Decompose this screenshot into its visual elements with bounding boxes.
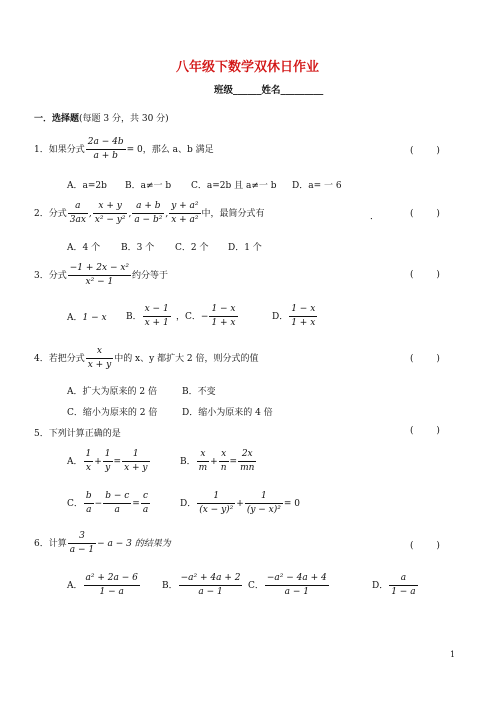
section-note: (每题 3 分，共 30 分) — [79, 114, 169, 124]
section-heading — [34, 111, 169, 124]
q5-a-label: A． — [67, 457, 83, 467]
q5-answer-paren[interactable]: ( ) — [410, 426, 440, 436]
q5-d-f2-den: (y − x)² — [246, 505, 281, 515]
q2-f4-den: x + a² — [171, 215, 199, 225]
q5-c-op: − — [94, 499, 103, 509]
q5-c-f2-den: a — [114, 505, 120, 515]
q1-option-a[interactable]: A．a=2b — [67, 181, 107, 191]
q5-c-eq: = — [132, 499, 140, 509]
q6-d-fraction — [389, 572, 417, 599]
q5-b-f2-num: x — [219, 448, 229, 462]
q1-frac-numerator: 2a − 4b — [86, 136, 126, 150]
q4-number: 4． — [34, 354, 49, 364]
q2-number: 2． — [34, 209, 49, 219]
q6-a-num: a² + 2a − 6 — [84, 572, 140, 586]
q2-option-d[interactable]: D．1 个 — [228, 243, 262, 253]
q4-frac-numerator: x — [86, 345, 113, 359]
q3-option-a[interactable] — [67, 310, 107, 323]
q4-post: 中的 x、y 都扩大 2 倍，则分式的值 — [114, 354, 259, 364]
q2-fraction-3 — [132, 200, 164, 227]
q6-option-a[interactable] — [67, 572, 141, 599]
q3-c-den: 1 + x — [211, 318, 236, 328]
q3-frac-denominator: x² − 1 — [85, 277, 114, 287]
q6-pre: 计算 — [48, 539, 67, 549]
q5-d-f1 — [197, 490, 235, 517]
q3-option-c[interactable] — [176, 303, 239, 330]
q2-fraction-2 — [93, 200, 128, 227]
q5-d-op: + — [236, 499, 244, 509]
q1-frac-denominator: a + b — [93, 151, 118, 161]
q3-fraction — [68, 262, 131, 289]
q3-d-label: D． — [272, 312, 289, 322]
q3-option-d[interactable] — [272, 303, 318, 330]
q5-a-op: + — [94, 457, 102, 467]
q2-f4-num: y + a² — [169, 200, 200, 214]
q5-d-f1-num: 1 — [197, 490, 235, 504]
q3-b-fraction — [143, 303, 171, 330]
q5-b-label: B． — [180, 457, 196, 467]
q6-b-den: a − 1 — [198, 587, 223, 597]
q5-d-eq: = 0 — [283, 499, 301, 509]
q5-a-f3-num: 1 — [122, 448, 149, 462]
q6-c-fraction — [265, 572, 329, 599]
q2-f2-den: x² − y² — [94, 215, 126, 225]
q5-number: 5． — [34, 429, 49, 439]
q1-fraction — [86, 136, 126, 163]
q3-d-den: 1 + x — [291, 318, 316, 328]
section-name: 选择题 — [52, 114, 80, 124]
q1-answer-paren[interactable]: ( ) — [410, 146, 440, 156]
q3-c-label: ，C． — [176, 312, 201, 322]
q6-option-c[interactable] — [248, 572, 330, 599]
q4-option-c[interactable]: C．缩小为原来的 2 倍 — [67, 408, 158, 418]
q6-d-den: 1 − a — [391, 587, 416, 597]
q5-option-c[interactable] — [67, 490, 151, 517]
q5-b-f1-num: x — [197, 448, 210, 462]
q2-post: 中，最简分式有 — [201, 209, 265, 219]
q4-option-a[interactable]: A．扩大为原来的 2 倍 — [67, 387, 157, 397]
q5-option-b[interactable] — [180, 448, 257, 475]
q3-b-den: x + 1 — [144, 318, 169, 328]
question-6 — [34, 530, 171, 557]
page-number: 1 — [450, 650, 456, 659]
q5-text: 下列计算正确的是 — [48, 429, 121, 439]
q5-b-f1 — [197, 448, 210, 475]
q3-pre: 分式 — [48, 271, 67, 281]
q3-a-label: A． — [67, 313, 83, 323]
q6-a-label: A． — [67, 581, 83, 591]
q5-d-f2-num: 1 — [245, 490, 283, 504]
q5-option-a[interactable] — [67, 448, 151, 475]
q5-a-f3 — [122, 448, 149, 475]
q3-frac-numerator: −1 + 2x − x² — [68, 262, 131, 276]
q6-a-den: 1 − a — [99, 587, 124, 597]
q5-b-op: + — [210, 457, 218, 467]
q6-c-num: −a² − 4a + 4 — [265, 572, 329, 586]
q5-a-f1-den: x — [85, 463, 91, 473]
q6-d-label: D． — [372, 581, 389, 591]
q6-fraction — [68, 530, 96, 557]
q6-post: − a − 3 的结果为 — [97, 539, 171, 549]
q5-a-f2-num: 1 — [103, 448, 113, 462]
q5-d-f2 — [245, 490, 283, 517]
q2-f1-num: a — [68, 200, 88, 214]
q3-b-num: x − 1 — [143, 303, 171, 317]
q6-number: 6． — [34, 539, 49, 549]
q5-b-f3 — [238, 448, 256, 475]
q2-f1-den: 3ax — [69, 215, 86, 225]
q2-fraction-1 — [68, 200, 88, 227]
q5-option-d[interactable] — [180, 490, 300, 517]
q3-a-expr: 1 − x — [82, 313, 107, 323]
q3-c-num: 1 − x — [209, 303, 237, 317]
q2-option-c[interactable]: C．2 个 — [175, 243, 209, 253]
q3-post: 约分等于 — [132, 271, 169, 281]
q1-option-c[interactable]: C．a=2b 且 a≠一 b — [191, 181, 277, 191]
q6-c-den: a − 1 — [284, 587, 309, 597]
q4-fraction — [86, 345, 113, 372]
q4-option-b[interactable]: B．不变 — [182, 387, 216, 397]
question-3 — [34, 262, 168, 289]
q6-b-label: B． — [162, 581, 178, 591]
q2-option-b[interactable]: B．3 个 — [121, 243, 155, 253]
q5-a-f1 — [84, 448, 94, 475]
q5-c-f3-den: a — [142, 505, 149, 515]
q2-f3-num: a + b — [132, 200, 164, 214]
q2-pre: 分式 — [48, 209, 67, 219]
q6-b-num: −a² + 4a + 2 — [179, 572, 243, 586]
q6-a-fraction — [84, 572, 140, 599]
section-number: 一． — [34, 114, 53, 124]
q5-b-eq: = — [229, 457, 238, 467]
q5-c-f2 — [103, 490, 131, 517]
q2-fraction-4 — [169, 200, 200, 227]
q6-option-b[interactable] — [162, 572, 243, 599]
q1-post: = 0，那么 a、b 满足 — [126, 145, 214, 155]
q3-d-num: 1 − x — [289, 303, 317, 317]
q6-frac-denominator: a − 1 — [69, 545, 95, 555]
question-1 — [34, 136, 214, 163]
question-4 — [34, 345, 259, 372]
q5-c-f3 — [141, 490, 150, 517]
q5-c-label: C． — [67, 499, 83, 509]
q3-c-sign: − — [200, 312, 209, 322]
q4-answer-paren[interactable]: ( ) — [410, 354, 440, 364]
q2-option-a[interactable]: A．4 个 — [67, 243, 101, 253]
q1-option-d[interactable]: D．a= 一 6 — [292, 181, 342, 191]
q3-d-fraction — [289, 303, 317, 330]
q6-option-d[interactable] — [372, 572, 419, 599]
q4-pre: 若把分式 — [48, 354, 85, 364]
q5-b-f3-num: 2x — [238, 448, 256, 462]
q2-f2-num: x + y — [93, 200, 128, 214]
q5-a-f1-num: 1 — [84, 448, 94, 462]
q6-d-num: a — [389, 572, 417, 586]
q3-b-label: B． — [126, 312, 142, 322]
q6-answer-paren[interactable]: ( ) — [410, 541, 440, 551]
q6-c-label: C． — [248, 581, 264, 591]
q5-b-f2 — [219, 448, 229, 475]
q5-b-f1-den: m — [198, 463, 208, 473]
q5-c-f1-den: a — [86, 505, 92, 515]
q5-d-f1-den: (x − y)² — [199, 505, 234, 515]
q2-answer-paren[interactable]: ( ) — [410, 209, 440, 219]
question-5 — [34, 426, 121, 439]
q1-pre: 如果分式 — [48, 145, 85, 155]
q5-a-f2 — [103, 448, 113, 475]
q5-c-f3-num: c — [141, 490, 150, 504]
page-title: 八年级下数学双休日作业 — [176, 60, 320, 75]
q5-c-f2-num: b − c — [103, 490, 131, 504]
q2-dot: ． — [370, 212, 380, 222]
q5-c-f1 — [84, 490, 94, 517]
q4-frac-denominator: x + y — [87, 360, 112, 370]
q3-number: 3． — [34, 271, 49, 281]
q3-c-fraction — [209, 303, 237, 330]
q2-f3-den: a − b² — [134, 215, 163, 225]
q6-frac-numerator: 3 — [68, 530, 96, 544]
q4-option-d[interactable]: D．缩小为原来的 4 倍 — [182, 408, 273, 418]
q5-d-label: D． — [180, 499, 197, 509]
q5-b-f2-den: n — [220, 463, 227, 473]
q5-a-f2-den: y — [105, 463, 111, 473]
q3-answer-paren[interactable]: ( ) — [410, 270, 440, 280]
class-name-line: 班级______姓名_________ — [214, 85, 324, 96]
q1-option-b[interactable]: B．a≠一 b — [125, 181, 172, 191]
q3-option-b[interactable] — [126, 303, 172, 330]
q5-a-eq: = — [113, 457, 122, 467]
q5-b-f3-den: mn — [240, 463, 255, 473]
q6-b-fraction — [179, 572, 243, 599]
q5-a-f3-den: x + y — [124, 463, 148, 473]
question-2: 2．分式 $\frac{a}{3ax}$ , $\frac{x + y}{\text{x² − y²}}$ , $\frac{a + b}{\text{a − b²}}$ , $\frac{\text{y + a²}}{\text{x + a²}}$ 中，最简分式有 — [34, 201, 265, 225]
q5-c-f1-num: b — [84, 490, 94, 504]
q1-number: 1． — [34, 145, 49, 155]
